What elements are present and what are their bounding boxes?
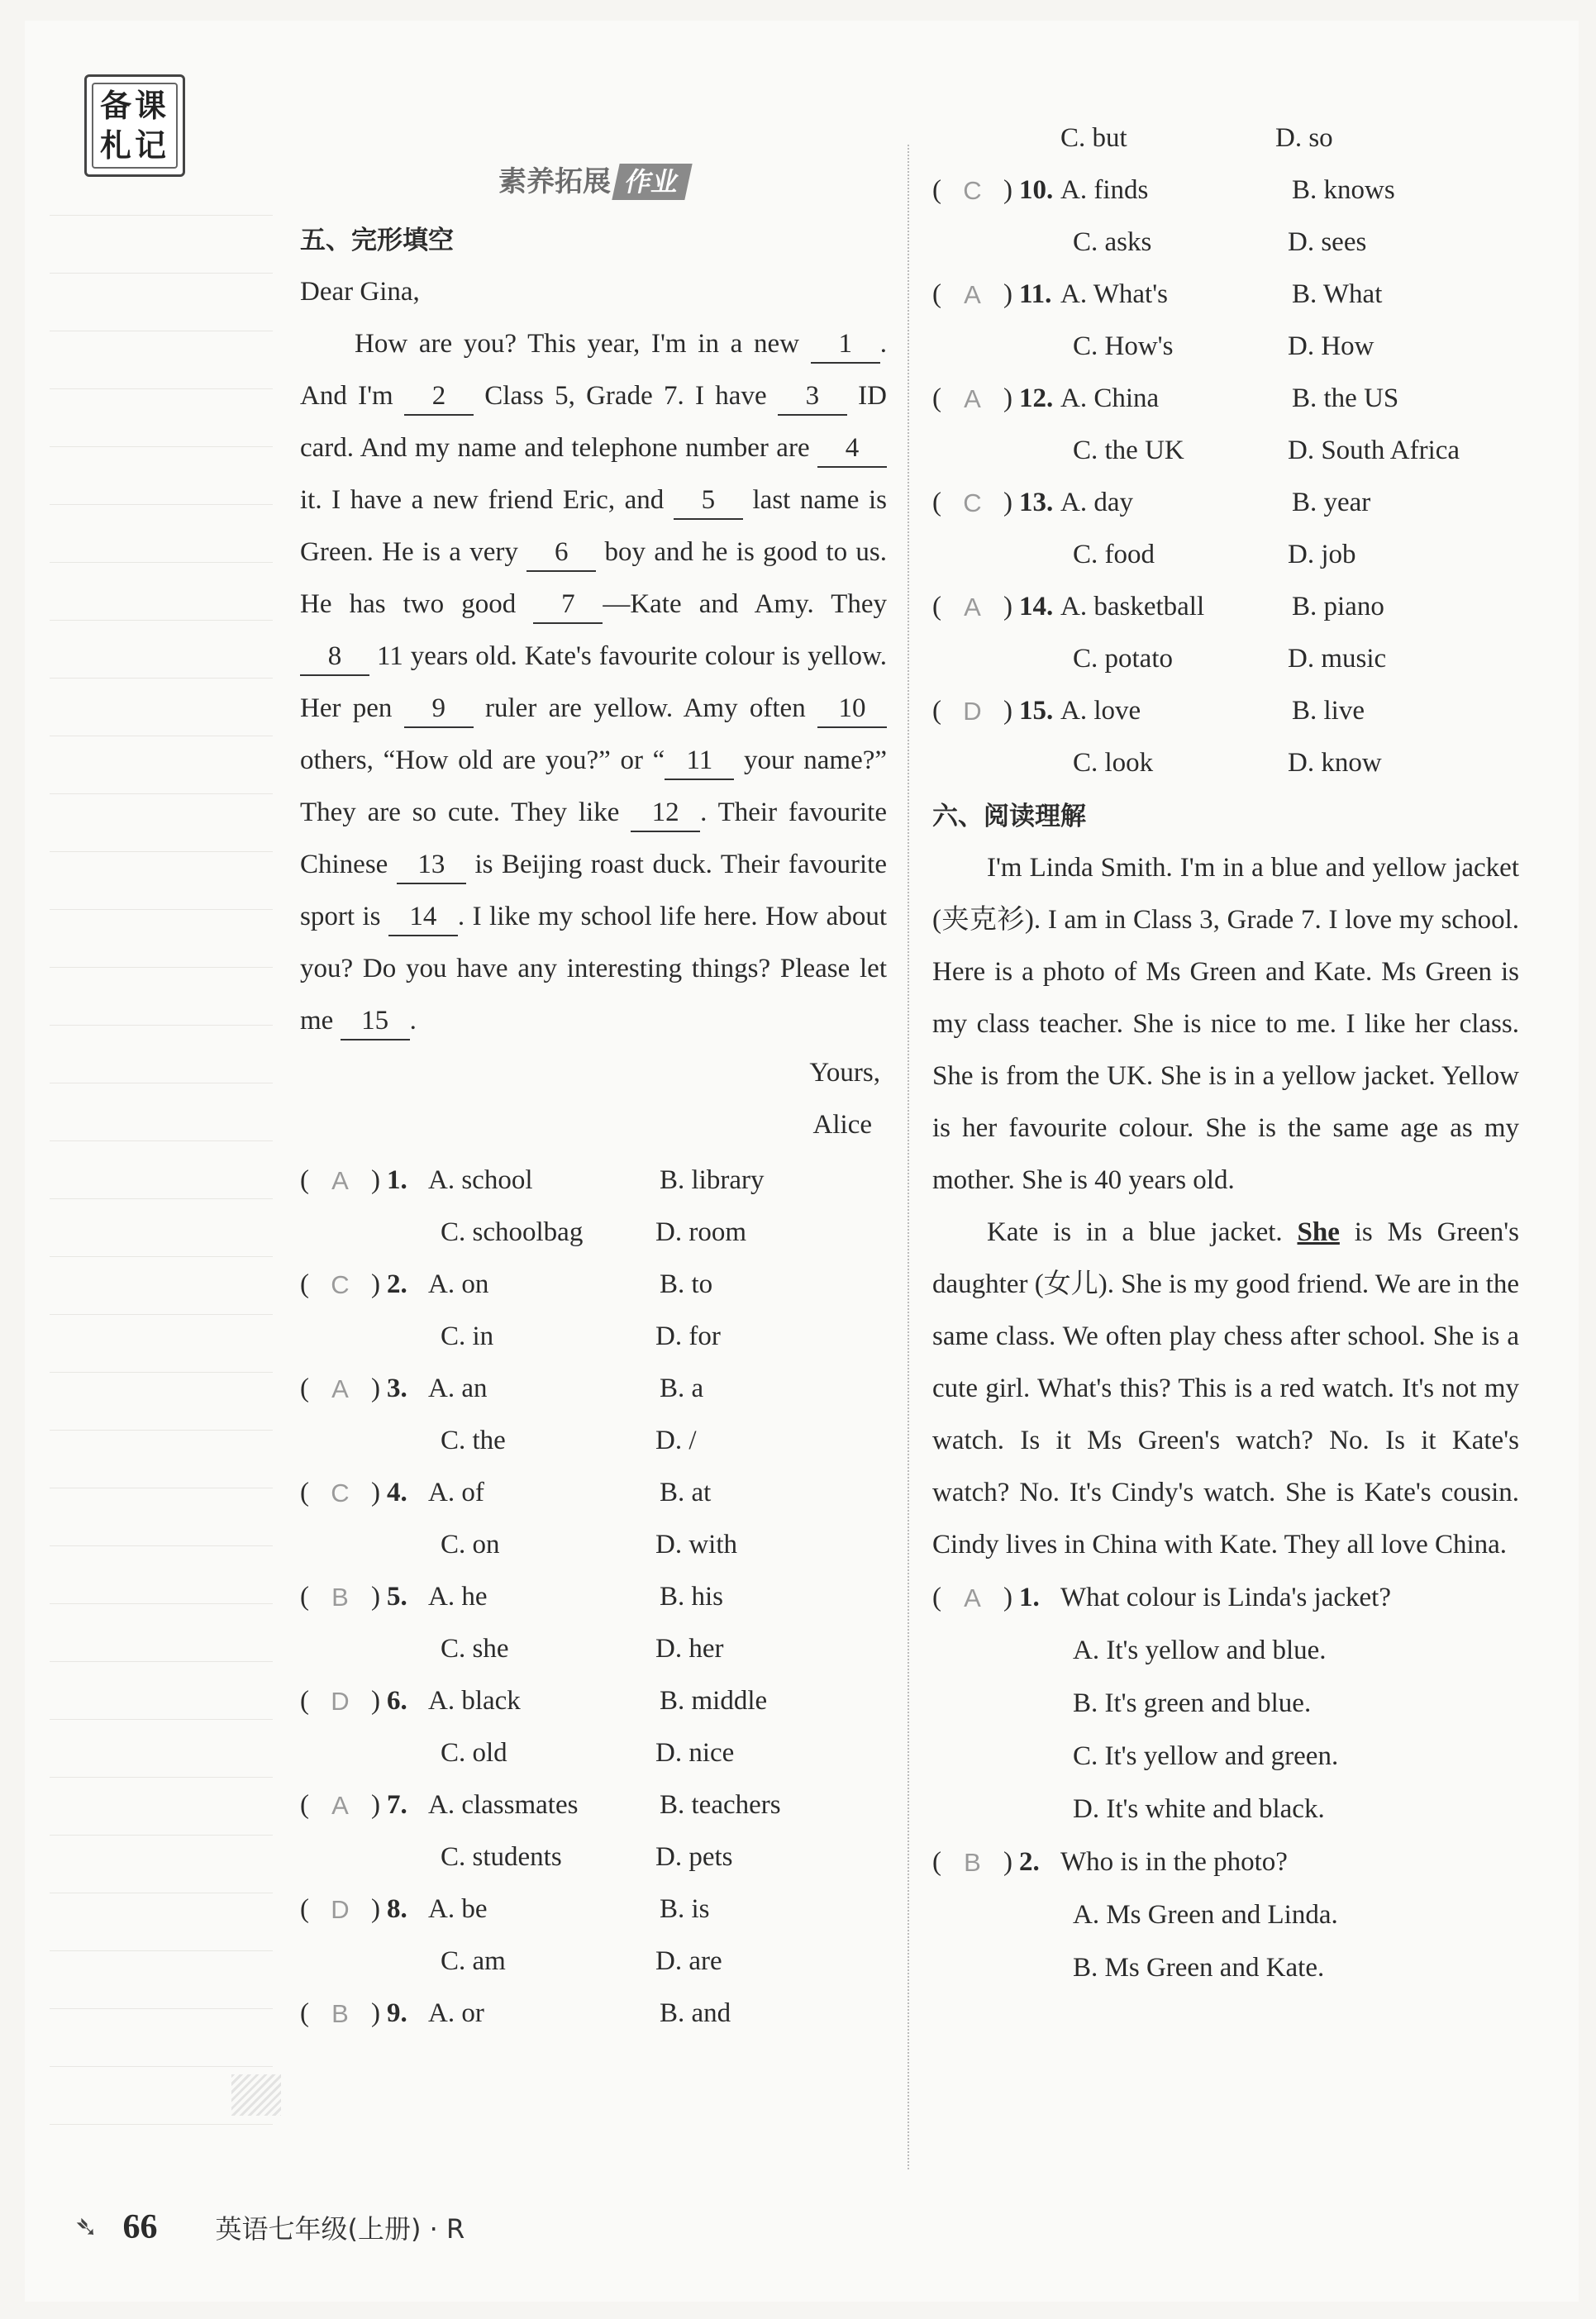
question-number: 14. [1019, 592, 1054, 621]
option-a: A. basketball [1060, 592, 1205, 621]
blank-10: 10 [817, 690, 887, 728]
margin-rule-line [50, 273, 273, 274]
reading-questions [932, 1571, 1519, 1994]
answer-letter: C [331, 1270, 350, 1299]
underlined-word: She [1297, 1217, 1340, 1247]
answer-bracket: ( D ) [300, 1883, 387, 1936]
passage-text: last name is Green. He is a very [300, 485, 887, 567]
option-c: C. the UK [1073, 436, 1184, 465]
answer-letter: C [963, 176, 982, 205]
letter-greeting: Dear Gina, [300, 277, 420, 307]
cloze-passage [300, 318, 887, 1047]
answer-letter: A [331, 1166, 349, 1195]
notes-margin [25, 0, 256, 2319]
blank-12: 12 [631, 794, 700, 832]
margin-rule-line [50, 793, 273, 794]
cloze-question [300, 1571, 887, 1623]
option-a: A. of [428, 1478, 484, 1507]
banner-tag: 作业 [612, 164, 692, 200]
passage-text: How are you? This year, I'm in a new [355, 329, 811, 359]
question-stem: Who is in the photo? [1060, 1846, 1288, 1877]
reading-option: A. Ms Green and Linda. [1073, 1900, 1338, 1930]
option-b: B. live [1292, 696, 1365, 726]
passage-text: others, “How old are you?” or “ [300, 745, 665, 775]
option-c: C. she [441, 1634, 509, 1664]
blank-14: 14 [388, 898, 458, 936]
answer-bracket: ( C ) [932, 477, 1019, 529]
blank-2: 2 [404, 378, 474, 416]
answer-bracket: ( B ) [300, 1571, 387, 1623]
cloze-question-options [932, 529, 1519, 581]
cloze-question-options [932, 321, 1519, 373]
margin-rule-line [50, 1661, 273, 1662]
notes-badge-line2: 札记 [99, 127, 169, 164]
passage-text: your name?” They are so cute. They like [300, 745, 888, 827]
question-number: 9. [387, 1998, 407, 2028]
option-d: D. job [1288, 540, 1356, 569]
answer-letter: C [963, 488, 982, 517]
margin-rule-line [50, 620, 273, 621]
question-number: 13. [1019, 488, 1054, 517]
cloze-question-options [300, 1727, 887, 1779]
option-a: A. day [1060, 488, 1133, 517]
passage-text: it. I have a new friend Eric, and [300, 485, 674, 515]
cloze-questions-right [932, 112, 1519, 789]
option-a: A. on [428, 1269, 489, 1299]
cloze-question-options [300, 1207, 887, 1259]
margin-rule-line [50, 967, 273, 968]
cloze-question-options [300, 1831, 887, 1883]
option-c: C. but [1060, 123, 1127, 153]
question-number: 1. [387, 1165, 407, 1195]
margin-rule-line [50, 1430, 273, 1431]
question-stem: What colour is Linda's jacket? [1060, 1582, 1391, 1612]
margin-rule-line [50, 388, 273, 389]
answer-bracket: ( D ) [932, 685, 1019, 737]
option-a: A. classmates [428, 1790, 579, 1820]
answer-bracket: ( C ) [300, 1467, 387, 1519]
question-number: 6. [387, 1686, 407, 1716]
option-c: C. on [441, 1530, 500, 1559]
option-b: B. is [660, 1894, 710, 1924]
question-number: 5. [387, 1582, 407, 1612]
option-b: B. What [1292, 279, 1383, 309]
answer-letter: A [964, 593, 981, 621]
answer-bracket: ( B ) [932, 1836, 1019, 1888]
option-d: D. with [655, 1530, 737, 1559]
question-number: 15. [1019, 696, 1054, 726]
cloze-question [300, 1675, 887, 1727]
cloze-questions-left [300, 1155, 887, 2040]
question-number: 4. [387, 1478, 407, 1507]
option-c: C. food [1073, 540, 1155, 569]
answer-letter: B [964, 1847, 981, 1877]
answer-letter: D [331, 1687, 350, 1716]
option-d: D. nice [655, 1738, 735, 1768]
question-number: 7. [387, 1790, 407, 1820]
section-banner [300, 149, 887, 215]
option-c: C. old [441, 1738, 507, 1768]
answer-bracket: ( D ) [300, 1675, 387, 1727]
margin-rule-line [50, 1372, 273, 1373]
option-b: B. at [660, 1478, 712, 1507]
option-c: C. students [441, 1842, 562, 1872]
answer-bracket: ( C ) [932, 164, 1019, 217]
option-b: B. his [660, 1582, 724, 1612]
cloze-question-options [300, 1936, 887, 1988]
option-d: D. her [655, 1634, 724, 1664]
passage-text: . I like my school life here. How about you? Do you have any interesting things? Please let me [300, 902, 887, 1036]
margin-rule-line [50, 1140, 273, 1141]
column-divider [908, 145, 909, 2169]
cloze-question-options [932, 737, 1519, 789]
margin-rule-line [50, 504, 273, 505]
question-number: 1. [1019, 1582, 1040, 1612]
answer-bracket: ( A ) [932, 373, 1019, 425]
answer-letter: D [331, 1895, 350, 1924]
reading-paragraph-1: I'm Linda Smith. I'm in a blue and yellow jacket (夹克衫). I am in Class 3, Grade 7. I love my school. Here is a photo of Ms Green and Kate. Ms Green is my class teacher. She is nice to me. I like her class. She is from the UK. She is in a yellow jacket. Yellow is her favourite colour. She is the same age as my mother. She is 40 years old. [932, 853, 1519, 1195]
blank-6: 6 [526, 534, 596, 572]
cloze-question [300, 1259, 887, 1311]
question-number: 10. [1019, 175, 1054, 205]
notes-badge-line1: 备课 [99, 88, 169, 124]
answer-letter: A [331, 1791, 349, 1820]
cloze-question-options [300, 1311, 887, 1363]
margin-rule-line [50, 851, 273, 852]
answer-bracket: ( A ) [300, 1779, 387, 1831]
answer-bracket: ( C ) [300, 1259, 387, 1311]
reading-paragraph-2: Kate is in a blue jacket. She is Ms Green's daughter (女儿). She is my good friend. We are in the same class. We often play chess after school. She is a cute girl. What's this? This is a red watch. It's not my watch. Is it Ms Green's watch? No. Is it Kate's watch? No. It's Cindy's watch. She is Kate's cousin. Cindy lives in China with Kate. They all love China. [932, 1217, 1519, 1559]
reading-option: C. It's yellow and green. [1073, 1741, 1339, 1771]
option-a: A. an [428, 1374, 488, 1403]
cloze-question [300, 1779, 887, 1831]
option-b: B. piano [1292, 592, 1384, 621]
option-a: A. China [1060, 383, 1160, 413]
passage-text: 11 years old. Kate's favourite colour is yellow. Her pen [300, 641, 887, 723]
option-d: D. music [1288, 644, 1387, 674]
margin-rule-line [50, 1198, 273, 1199]
answer-bracket: ( A ) [300, 1155, 387, 1207]
cloze-question-options [300, 1519, 887, 1571]
cloze-question [932, 164, 1519, 217]
book-title: 英语七年级(上册) · R [215, 2213, 465, 2245]
blank-9: 9 [404, 690, 474, 728]
option-b: B. knows [1292, 175, 1395, 205]
option-a: A. black [428, 1686, 521, 1716]
reading-option: A. It's yellow and blue. [1073, 1636, 1327, 1665]
reading-heading: 六、阅读理解 [932, 802, 1086, 831]
option-a: A. or [428, 1998, 484, 2028]
reading-question [932, 1836, 1519, 1888]
passage-text: . [409, 1006, 417, 1036]
answer-letter: A [331, 1374, 349, 1403]
cloze-question [932, 269, 1519, 321]
question-number: 2. [387, 1269, 407, 1299]
margin-rule-line [50, 1777, 273, 1778]
footer-arrow-icon: ➴ [74, 2211, 98, 2244]
right-column [932, 123, 1519, 1994]
option-b: B. middle [660, 1686, 768, 1716]
margin-rule-line [50, 1719, 273, 1720]
margin-rule-line [50, 1545, 273, 1546]
answer-bracket: ( A ) [932, 1572, 1019, 1624]
answer-letter: A [964, 280, 981, 309]
letter-closing: Yours, [809, 1058, 880, 1088]
cloze-question-options [932, 633, 1519, 685]
blank-11: 11 [665, 742, 734, 780]
margin-rule-line [50, 1256, 273, 1257]
cloze-question [932, 477, 1519, 529]
answer-letter: C [331, 1479, 350, 1507]
passage-text: —Kate and Amy. They [603, 589, 888, 619]
answer-bracket: ( A ) [300, 1363, 387, 1415]
option-d: D. are [655, 1946, 722, 1976]
option-d: D. How [1288, 331, 1374, 361]
passage-text: ruler are yellow. Amy often [473, 693, 817, 723]
passage-text: Class 5, Grade 7. I have [474, 381, 778, 411]
answer-letter: B [331, 1583, 349, 1612]
cloze-question [300, 1883, 887, 1936]
blank-5: 5 [674, 482, 743, 520]
option-d: D. for [655, 1321, 721, 1351]
cloze-question [300, 1155, 887, 1207]
option-c: C. How's [1073, 331, 1174, 361]
option-a: A. finds [1060, 175, 1149, 205]
option-d: D. know [1288, 748, 1382, 778]
option-d: D. so [1275, 123, 1333, 153]
margin-rule-line [50, 1603, 273, 1604]
cloze-question-options [932, 217, 1519, 269]
option-c: C. asks [1073, 227, 1152, 257]
blank-15: 15 [341, 1002, 410, 1040]
option-d: D. South Africa [1288, 436, 1460, 465]
passage-text: is Beijing roast duck. Their favourite sport is [300, 850, 887, 931]
margin-rule-line [50, 678, 273, 679]
notes-badge [84, 74, 185, 177]
corner-decoration [231, 2074, 281, 2116]
option-d: D. room [655, 1217, 746, 1247]
reading-option: D. It's white and black. [1073, 1794, 1325, 1824]
passage-text: boy and he is good to us. He has two good [300, 537, 887, 619]
option-c: C. schoolbag [441, 1217, 584, 1247]
cloze-question-options [300, 1623, 887, 1675]
answer-letter: A [964, 384, 981, 413]
page-footer [74, 2198, 465, 2256]
blank-8: 8 [300, 638, 369, 676]
option-c: C. in [441, 1321, 494, 1351]
option-a: A. What's [1060, 279, 1168, 309]
option-b: B. the US [1292, 383, 1399, 413]
margin-rule-line [50, 1314, 273, 1315]
option-c: C. potato [1073, 644, 1173, 674]
blank-1: 1 [811, 326, 880, 364]
answer-letter: B [331, 1999, 349, 2028]
answer-letter: A [964, 1583, 981, 1612]
option-b: B. year [1292, 488, 1371, 517]
question-number: 11. [1019, 279, 1052, 309]
margin-rule-line [50, 909, 273, 910]
margin-rule-line [50, 1025, 273, 1026]
option-d: D. pets [655, 1842, 733, 1872]
blank-13: 13 [397, 846, 466, 884]
option-a: A. he [428, 1582, 488, 1612]
option-c: C. look [1073, 748, 1154, 778]
option-c: C. the [441, 1426, 506, 1455]
answer-bracket: ( A ) [932, 269, 1019, 321]
option-b: B. to [660, 1269, 713, 1299]
margin-rule-line [50, 2008, 273, 2009]
cloze-question [932, 581, 1519, 633]
passage-text: . And I'm [300, 329, 887, 411]
option-b: B. library [660, 1165, 765, 1195]
answer-bracket: ( A ) [932, 581, 1019, 633]
margin-rule-line [50, 2066, 273, 2067]
page-number: 66 [122, 2208, 158, 2246]
question-number: 8. [387, 1894, 407, 1924]
margin-rule-line [50, 1835, 273, 1836]
option-a: A. be [428, 1894, 488, 1924]
reading-option: B. Ms Green and Kate. [1073, 1953, 1325, 1983]
margin-rule-line [50, 562, 273, 563]
blank-4: 4 [817, 430, 887, 468]
banner-title: 素养拓展 [498, 164, 611, 198]
answer-letter: D [963, 697, 982, 726]
cloze-heading: 五、完形填空 [300, 226, 454, 255]
question-number: 2. [1019, 1846, 1040, 1877]
margin-rule-line [50, 215, 273, 216]
margin-rule-line [50, 1950, 273, 1951]
cloze-question [300, 1363, 887, 1415]
margin-rule-line [50, 446, 273, 447]
option-b: B. and [660, 1998, 731, 2028]
passage-text: . Their favourite Chinese [300, 798, 887, 879]
cloze-question [932, 685, 1519, 737]
margin-rule-line [50, 2124, 273, 2125]
option-d: D. / [655, 1426, 697, 1455]
answer-bracket: ( B ) [300, 1988, 387, 2040]
blank-7: 7 [533, 586, 603, 624]
cloze-question [300, 1467, 887, 1519]
option-a: A. school [428, 1165, 533, 1195]
option-b: B. a [660, 1374, 704, 1403]
option-d: D. sees [1288, 227, 1367, 257]
option-b: B. teachers [660, 1790, 781, 1820]
cloze-question-options [932, 425, 1519, 477]
option-c: C. am [441, 1946, 506, 1976]
cloze-question [932, 373, 1519, 425]
cloze-question-options [300, 1415, 887, 1467]
question-number: 3. [387, 1374, 407, 1403]
left-column [300, 149, 887, 2040]
letter-signature: Alice [812, 1110, 872, 1140]
passage-text: ID card. And my name and telephone number are [300, 381, 887, 463]
blank-3: 3 [778, 378, 847, 416]
reading-option: B. It's green and blue. [1073, 1688, 1312, 1718]
cloze-question [300, 1988, 887, 2040]
cloze-question-options [932, 112, 1519, 164]
question-number: 12. [1019, 383, 1054, 413]
option-a: A. love [1060, 696, 1141, 726]
reading-question [932, 1571, 1519, 1624]
